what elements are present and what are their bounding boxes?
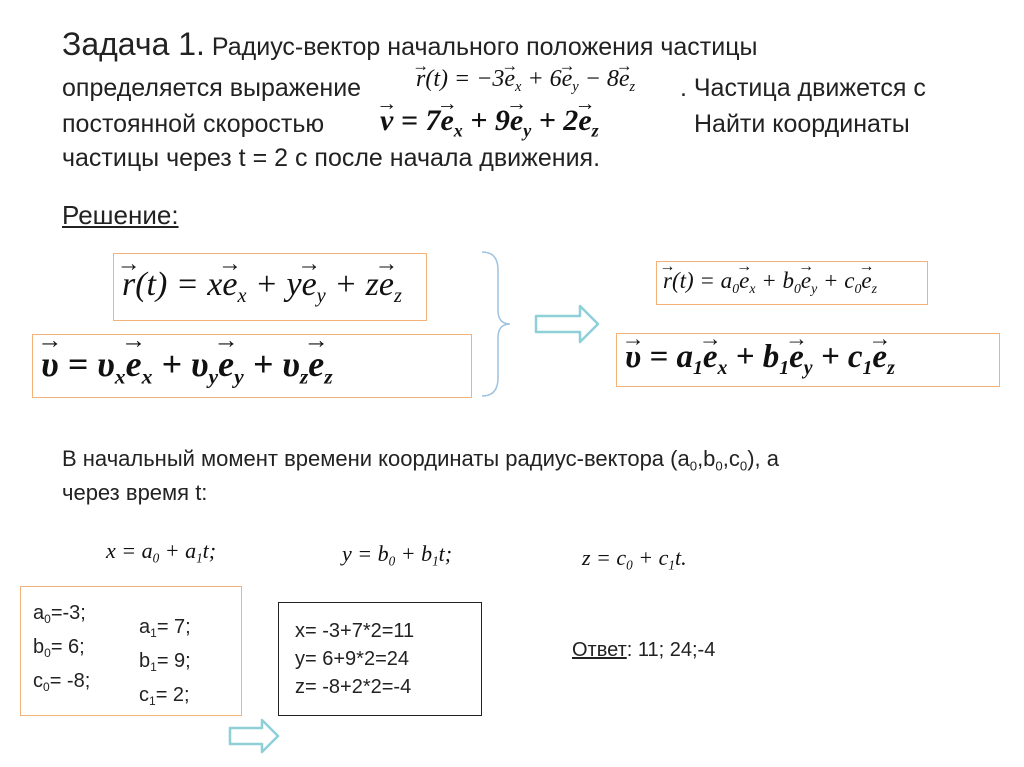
velocity-values (139, 613, 191, 716)
paragraph-text-1-end: ), а (747, 446, 780, 471)
calc-y: y= 6+9*2=24 (295, 648, 409, 670)
right-arrow-icon (536, 306, 598, 342)
paragraph-text-1: В начальный момент времени координаты радиус-вектора (a (62, 446, 690, 471)
problem-text-3b: Найти координаты (694, 110, 910, 138)
answer (572, 636, 715, 664)
value-a1: $a_1= 7$; (139, 616, 191, 641)
problem-label: Задача 1 (62, 26, 197, 62)
paragraph-line-2: через время t: (62, 480, 208, 505)
problem-text-1: Радиус-вектор начального положения частицы (211, 33, 758, 61)
calc-z: z= -8+2*2=-4 (295, 676, 412, 698)
value-b0: $b_0= 6$; (33, 636, 85, 661)
formula-v-general: → $\upsilon = \upsilon_x\to e_x + \upsilon_y\to e_y + \upsilon_z\to e_z$ (41, 343, 333, 390)
answer-label: Ответ (572, 639, 627, 661)
equation-x: $x = a_0 + a_1t$; (106, 538, 217, 566)
problem-text-2b: . Частица движется с (680, 74, 926, 102)
bracket-arrow-graphic (480, 250, 610, 400)
formula-r-coeff: → $r(t) = a_0\to e_x + b_0\to e_y + c_0\to e_z$ (663, 268, 877, 297)
problem-line-2 (62, 74, 361, 103)
formula-box-v (32, 334, 472, 398)
formula-box-r (113, 253, 427, 321)
formula-r0: → $r(t) = -3\to e_x + 6\to e_y - 8\to e_z$ (416, 66, 635, 96)
initial-values (33, 599, 90, 702)
calc-x: x= -3+7*2=11 (295, 620, 415, 642)
value-a0: $a_0=-3$; (33, 602, 86, 627)
problem-text-3a: постоянной скоростью (62, 110, 325, 138)
problem-text-2a: определяется выражение (62, 74, 362, 102)
formula-v-coeff: → $\upsilon = a_1\to e_x + b_1\to e_y + c_1\to e_z$ (625, 339, 895, 380)
small-arrow-graphic (222, 716, 286, 756)
problem-label-dot: . (196, 26, 205, 62)
solution-title: Решение: (62, 200, 179, 230)
calculation-lines (295, 617, 414, 701)
problem-line-1 (62, 26, 758, 63)
calculation-box (278, 602, 482, 716)
formula-velocity-given: → $v = 7\to e_x + 9\to e_y + 2\to e_z$ (380, 104, 599, 141)
equation-y: $y = b_0 + b_1t$; (342, 541, 453, 569)
formula-box-r-coeff (656, 261, 928, 305)
right-arrow-icon (230, 720, 278, 752)
answer-value: : 11; 24;-4 (626, 639, 716, 661)
value-b1: $b_1= 9$; (139, 650, 191, 675)
formula-r-general: → $r(t) = x\to e_x + y\to e_y + z\to e_z$ (122, 266, 402, 308)
equation-z: $z = c_0 + c_1t$. (582, 545, 687, 573)
formula-box-v-coeff (616, 333, 1000, 387)
paragraph-line-1: В начальный момент времени координаты радиус-вектора $(a_0,b_0,c_0)$, а (62, 446, 780, 474)
values-box (20, 586, 242, 716)
value-c0: $c_0= -8$; (33, 670, 91, 695)
value-c1: $c_1= 2$; (139, 684, 190, 709)
problem-text-4: частицы через t = 2 с после начала движения. (62, 144, 601, 172)
curly-bracket (482, 252, 510, 396)
